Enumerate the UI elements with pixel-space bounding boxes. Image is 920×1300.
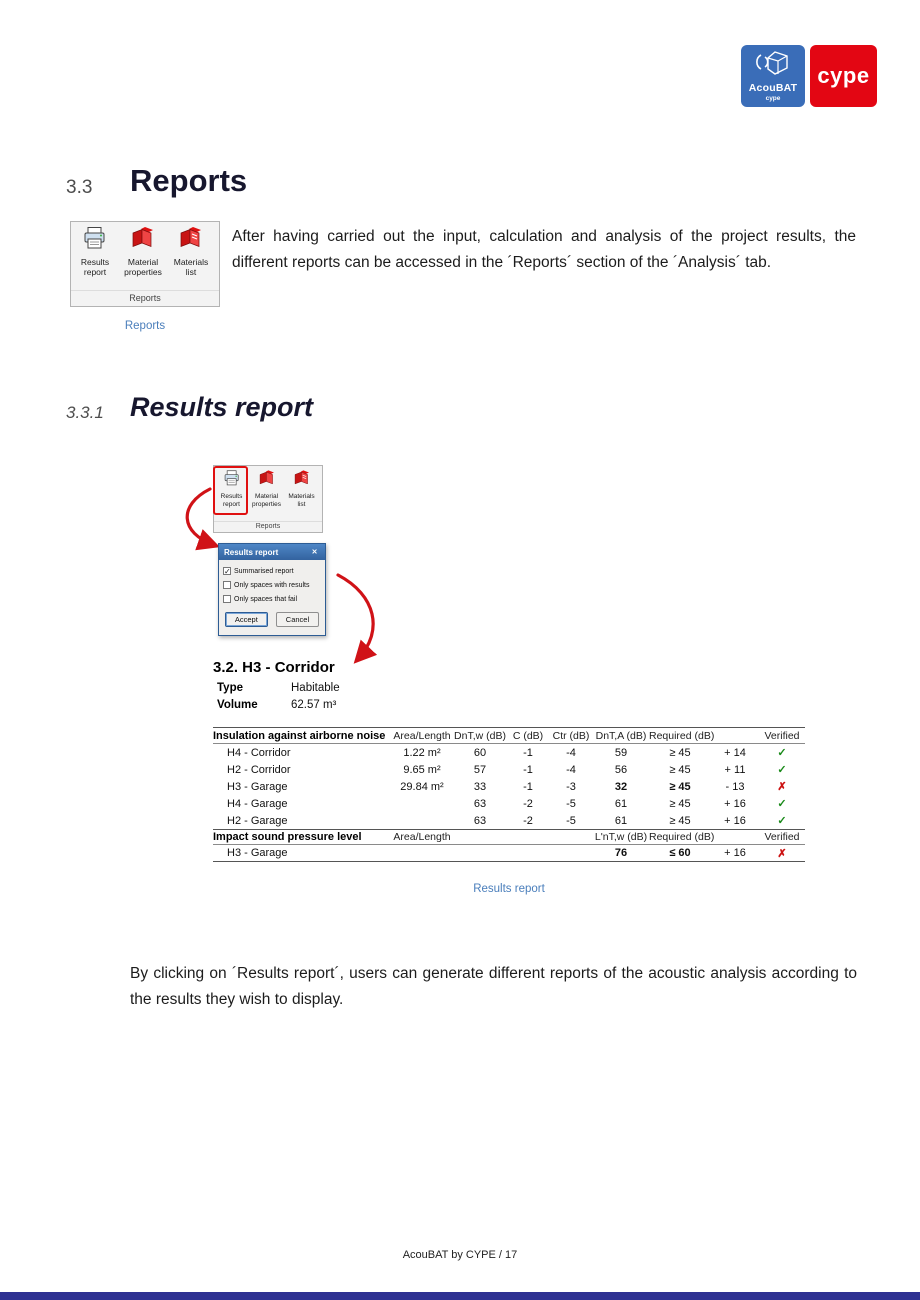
results-report-paragraph: By clicking on ´Results report´, users can generate different reports of the acoustic analysis according to the results they wish to display. [130,965,857,1008]
highlight-box [213,466,248,515]
printer-icon [82,225,108,256]
results-report-button[interactable] [71,222,119,290]
verified-pass-icon: ✓ [777,798,787,810]
close-icon[interactable]: ✕ [311,549,318,556]
table-row: H4 - Garage 63 -2 -5 61 ≥ 45 + 16 ✓ [213,795,805,812]
materials-list-button[interactable] [167,222,215,290]
material-properties-label-small: Material properties [252,493,281,508]
section-number-reports: 3.3 [66,177,93,198]
figure-caption-reports: Reports [124,320,166,332]
results-report-dialog [218,543,326,636]
impact-table-header: Impact sound pressure level Area/Length L'nT,w (dB) Required (dB) Verified [213,829,805,845]
cancel-button[interactable]: Cancel [276,612,319,627]
report-space-heading: 3.2. H3 - Corridor [213,659,335,676]
airborne-table-header: Insulation against airborne noise Area/Length DnT,w (dB) C (dB) Ctr (dB) DnT,A (dB) Required (dB) Verified [213,728,805,744]
table-row: H4 - Corridor 1.22 m² 60 -1 -4 59 ≥ 45 + 14 ✓ [213,744,805,761]
cype-logo [810,45,877,107]
materials-list-label-small: Materials list [288,493,315,508]
toolbar-group-label: Reports [71,290,219,306]
table-row: H2 - Garage 63 -2 -5 61 ≥ 45 + 16 ✓ [213,812,805,829]
section-number-results-report: 3.3.1 [66,403,104,422]
dialog-body [219,560,325,635]
volume-value: 62.57 m³ [291,699,337,711]
acoubat-cube-icon [754,50,792,81]
section-title-reports: Reports [130,163,248,198]
red-books-list-icon [178,225,204,256]
checkbox-only-spaces-with-results[interactable]: Only spaces with results [223,579,321,591]
verified-fail-icon: ✗ [777,847,787,860]
toolbar-group-label-small: Reports [214,521,322,532]
section-title-results-report: Results report [130,392,314,422]
toolbar-buttons [71,222,219,290]
table-row: H2 - Corridor 9.65 m² 57 -1 -4 56 ≥ 45 + 11 ✓ [213,761,805,778]
verified-fail-icon: ✗ [777,781,787,793]
materials-list-label: Materials list [173,257,209,277]
material-properties-label: Material properties [124,257,162,277]
checkbox-summarised-report[interactable]: ✓ Summarised report [224,567,294,576]
results-table [213,727,805,862]
verified-pass-icon: ✓ [777,764,787,776]
reports-paragraph: After having carried out the input, calculation and analysis of the project results, the different reports can be accessed in the ´Reports´ section of the ´Analysis´ tab. [232,228,856,271]
page-footer: AcouBAT by CYPE / 17 [402,1249,518,1261]
red-books-icon [258,469,276,492]
volume-label: Volume [217,699,258,711]
results-report-label: Results report [80,257,110,277]
verified-pass-icon: ✓ [777,815,787,827]
reports-toolbar-screenshot [70,221,220,307]
dialog-title-bar[interactable] [219,544,325,560]
checkbox-checked-icon[interactable]: ✓ [224,567,231,576]
material-properties-button-small[interactable] [249,466,284,521]
footer-accent-bar [0,1292,920,1300]
acoubat-logo-title: AcouBAT [748,82,798,94]
acoubat-logo-subtitle: cype [765,95,781,102]
type-value: Habitable [291,682,340,694]
type-label: Type [217,682,243,694]
dialog-buttons [223,612,321,629]
cype-logo-text: cype [817,63,870,88]
red-books-icon [130,225,156,256]
figure-caption-results-report: Results report [473,883,545,895]
table-row-failing: H3 - Garage 76 ≤ 60 + 16 ✗ [213,845,805,862]
checkbox-unchecked-icon[interactable] [223,595,231,603]
acoubat-logo [741,45,805,107]
results-report-label-small: Results report [220,493,243,508]
dialog-title: Results report [224,547,279,557]
checkbox-only-spaces-that-fail[interactable]: Only spaces that fail [223,593,321,605]
table-row-failing: H3 - Garage 29.84 m² 33 -1 -3 32 ≥ 45 - 13 ✗ [213,778,805,795]
verified-pass-icon: ✓ [777,747,787,759]
red-books-list-icon [293,469,311,492]
material-properties-button[interactable] [119,222,167,290]
accept-button[interactable]: Accept [225,612,268,627]
materials-list-button-small[interactable] [284,466,319,521]
checkbox-unchecked-icon[interactable] [223,581,231,589]
